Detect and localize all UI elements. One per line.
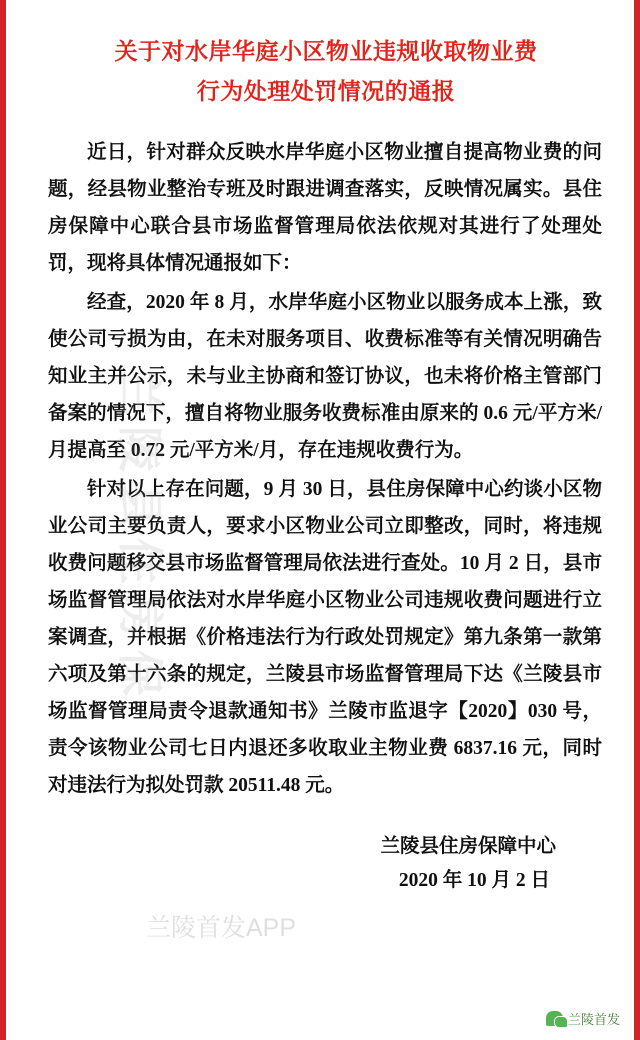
watermark-center: 兰陵县住房保: [114, 370, 165, 706]
document-inner: [24, 0, 628, 1040]
document-body: [24, 134, 628, 804]
watermark-app: 兰陵首发APP: [146, 914, 297, 942]
paragraph-2: 经查，2020 年 8 月，水岸华庭小区物业以服务成本上涨，致使公司亏损为由，在未对服务项目、收费标准等有关情况明确告知业主并公示，未与业主协商和签订协议，也未将价格主管部门备案的情况下，擅自将物业服务收费标准由原来的 0.6 元/平方米/月提高至 0.72 元/平方米/月，存在违规收费行为。: [48, 292, 602, 461]
issuing-authority: 兰陵县住房保障中心: [380, 836, 556, 857]
issue-date: 2020 年 10 月 2 日: [398, 870, 550, 891]
title-line-1: 关于对水岸华庭小区物业违规收取物业费: [114, 39, 538, 64]
paragraph-3: 针对以上存在问题，9 月 30 日，县住房保障中心约谈小区物业公司主要负责人，要求小区物业公司立即整改，同时，将违规收费问题移交县市场监督管理局依法进行查处。10 月 2 日，县市场监督管理局依法对水岸华庭小区物业公司违规收费问题进行立案调查，并根据《价格违法行为行政处罚规定》第九条第一款第六项及第十六条的规定，兰陵县市场监督管理局下达《兰陵县市场监督管理局责令退款通知书》兰陵市监退字【2020】030 号，责令该物业公司七日内退还多收取业主物业费 6837.16 元，同时对违法行为拟处罚款 20511.48 元。: [48, 479, 602, 796]
page-title: [24, 0, 628, 112]
wechat-icon: [546, 1011, 563, 1026]
signature-block: [24, 830, 628, 898]
paragraph-1: 近日，针对群众反映水岸华庭小区物业擅自提高物业费的问题，经县物业整治专班及时跟进调查落实，反映情况属实。县住房保障中心联合县市场监督管理局依法依规对其进行了处理处罚，现将具体情况通报如下：: [48, 142, 602, 274]
title-line-2: 行为处理处罚情况的通报: [196, 79, 456, 104]
wechat-account-label: 兰陵首发: [567, 1012, 620, 1027]
wechat-account-badge: [546, 1009, 620, 1028]
